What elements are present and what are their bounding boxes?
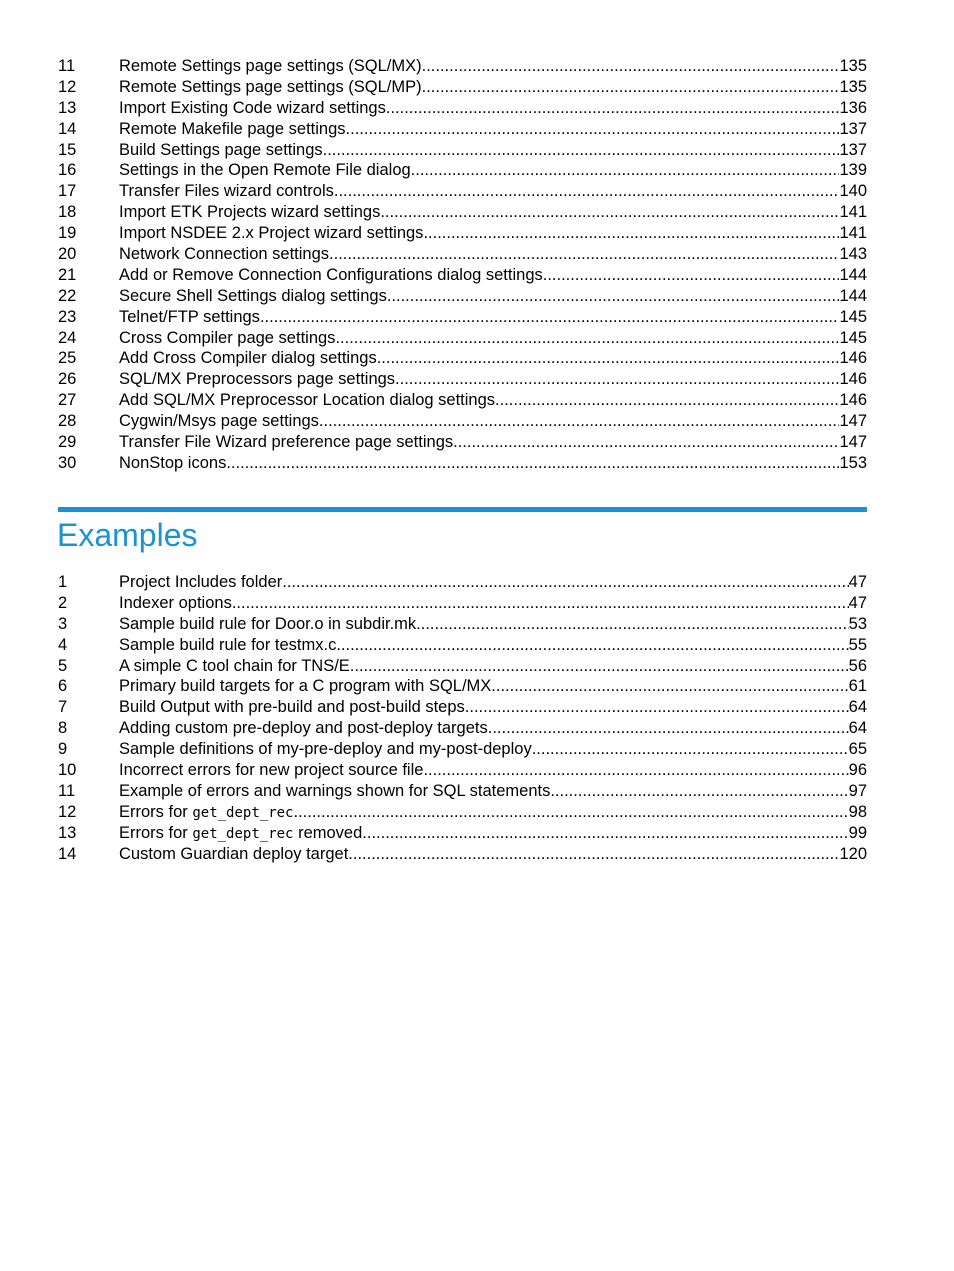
- entry-number: 11: [58, 781, 76, 800]
- toc-entry[interactable]: [58, 223, 867, 244]
- toc-entry[interactable]: [58, 572, 867, 593]
- dot-leader: [550, 781, 848, 802]
- entry-title: [119, 432, 453, 453]
- entry-number: 12: [58, 77, 77, 96]
- toc-entry[interactable]: [58, 760, 867, 781]
- toc-entry[interactable]: [58, 390, 867, 411]
- entry-title: [119, 390, 495, 411]
- dot-leader: [377, 348, 840, 369]
- toc-entry[interactable]: [58, 739, 867, 760]
- entry-title: [119, 614, 416, 635]
- dot-leader: [423, 223, 839, 244]
- entry-page-number: 137: [839, 140, 867, 159]
- entry-title-text: SQL/MX Preprocessors page settings: [119, 370, 396, 389]
- entry-page-number: 141: [839, 224, 867, 243]
- entry-title-text: Telnet/FTP settings: [119, 307, 260, 326]
- entry-title: [119, 328, 335, 349]
- toc-entry[interactable]: [58, 77, 867, 98]
- entry-number: 8: [58, 719, 68, 738]
- entry-page-number: 143: [839, 245, 867, 264]
- entry-title-text: Errors for: [119, 802, 193, 821]
- entry-title-text: Import ETK Projects wizard settings: [119, 203, 381, 222]
- dot-leader: [395, 369, 839, 390]
- dot-leader: [380, 202, 839, 223]
- dot-leader: [260, 307, 840, 328]
- entry-page-number: 136: [839, 98, 867, 117]
- entry-title-text: Cross Compiler page settings: [119, 328, 336, 347]
- toc-entry[interactable]: [58, 593, 867, 614]
- entry-number: 22: [58, 286, 77, 305]
- entry-title: [119, 823, 362, 845]
- entry-title: [119, 244, 329, 265]
- entry-page-number: 64: [848, 719, 867, 738]
- entry-title: [119, 265, 543, 286]
- toc-entry[interactable]: [58, 614, 867, 635]
- entry-title-text: Transfer Files wizard controls: [119, 182, 334, 201]
- dot-leader: [226, 453, 839, 474]
- entry-number: 3: [58, 614, 68, 633]
- entry-page-number: 47: [848, 573, 867, 591]
- entry-number: 23: [58, 307, 77, 326]
- entry-title-text: Add or Remove Connection Configurations dialog settings: [119, 265, 543, 284]
- entry-title-suffix: removed: [293, 823, 363, 842]
- entry-number: 14: [58, 844, 77, 863]
- toc-entry[interactable]: [58, 348, 867, 369]
- toc-entry[interactable]: [58, 781, 867, 802]
- entry-title-text: Build Output with pre-build and post-build steps: [119, 698, 465, 717]
- entry-title: [119, 844, 348, 865]
- entry-number: 10: [58, 761, 77, 780]
- dot-leader: [491, 676, 848, 697]
- entry-title: [119, 760, 423, 781]
- entry-number: 4: [58, 635, 68, 654]
- toc-entry[interactable]: [58, 181, 867, 202]
- entry-page-number: 61: [848, 677, 867, 696]
- entry-page-number: 145: [839, 307, 867, 326]
- entry-page-number: 120: [839, 844, 867, 863]
- dot-leader: [423, 760, 848, 781]
- dot-leader: [465, 697, 849, 718]
- entry-number: 30: [58, 453, 77, 472]
- entry-title: [119, 369, 395, 390]
- entry-title-text: NonStop icons: [119, 453, 227, 472]
- dot-leader: [532, 739, 849, 760]
- list-of-examples: [58, 572, 867, 864]
- list-of-tables: [58, 56, 867, 474]
- entry-title-text: Example of errors and warnings shown for SQL statements: [119, 781, 551, 800]
- entry-page-number: 147: [839, 433, 867, 452]
- entry-title: [119, 56, 422, 77]
- entry-title: [119, 119, 346, 140]
- entry-title-text: Cygwin/Msys page settings: [119, 412, 319, 431]
- toc-entry[interactable]: [58, 202, 867, 223]
- entry-code-identifier: get_dept_rec: [192, 804, 294, 821]
- entry-number: 25: [58, 349, 77, 368]
- entry-number: 14: [58, 119, 77, 138]
- entry-number: 17: [58, 182, 77, 201]
- entry-title: [119, 718, 488, 739]
- entry-title-text: Add Cross Compiler dialog settings: [119, 349, 377, 368]
- entry-number: 5: [58, 656, 68, 675]
- entry-title: [119, 739, 532, 760]
- toc-entry[interactable]: [58, 432, 867, 453]
- toc-entry[interactable]: [58, 119, 867, 140]
- entry-page-number: 135: [839, 77, 867, 96]
- entry-number: 12: [58, 802, 77, 821]
- examples-heading: Examples: [57, 517, 198, 553]
- entry-title: [119, 307, 260, 328]
- dot-leader: [387, 286, 840, 307]
- entry-title: [119, 140, 323, 161]
- toc-entry[interactable]: [58, 656, 867, 677]
- entry-title-text: Sample definitions of my-pre-deploy and my-post-deploy: [119, 740, 532, 759]
- toc-entry[interactable]: [58, 823, 867, 844]
- entry-number: 24: [58, 328, 77, 347]
- entry-title-text: Remote Settings page settings (SQL/MX): [119, 57, 422, 75]
- entry-page-number: 144: [839, 265, 867, 284]
- dot-leader: [386, 98, 840, 119]
- entry-title-text: Incorrect errors for new project source file: [119, 761, 424, 780]
- entry-title: [119, 656, 350, 677]
- entry-number: 11: [58, 57, 76, 75]
- dot-leader: [350, 656, 849, 677]
- entry-number: 26: [58, 370, 77, 389]
- dot-leader: [495, 390, 839, 411]
- dot-leader: [411, 160, 840, 181]
- dot-leader: [336, 635, 848, 656]
- dot-leader: [348, 844, 839, 865]
- entry-number: 27: [58, 391, 77, 410]
- toc-entry[interactable]: [58, 802, 867, 823]
- toc-entry[interactable]: [58, 328, 867, 349]
- entry-page-number: 135: [839, 57, 867, 75]
- toc-entry[interactable]: [58, 265, 867, 286]
- toc-entry[interactable]: [58, 140, 867, 161]
- entry-title-text: Primary build targets for a C program with SQL/MX: [119, 677, 492, 696]
- entry-title: [119, 202, 380, 223]
- toc-entry[interactable]: [58, 844, 867, 865]
- toc-entry[interactable]: [58, 307, 867, 328]
- entry-title: [119, 697, 465, 718]
- entry-code-identifier: get_dept_rec: [192, 825, 294, 842]
- dot-leader: [362, 823, 848, 844]
- entry-page-number: 98: [848, 802, 867, 821]
- dot-leader: [488, 718, 849, 739]
- dot-leader: [416, 614, 848, 635]
- dot-leader: [543, 265, 840, 286]
- entry-page-number: 146: [839, 391, 867, 410]
- dot-leader: [422, 56, 840, 77]
- entry-title: [119, 676, 491, 697]
- entry-title: [119, 593, 232, 614]
- toc-entry[interactable]: [58, 453, 867, 474]
- entry-number: 7: [58, 698, 68, 717]
- entry-number: 16: [58, 161, 77, 180]
- entry-title-text: Transfer File Wizard preference page settings: [119, 433, 454, 452]
- entry-page-number: 140: [839, 182, 867, 201]
- dot-leader: [335, 328, 839, 349]
- entry-page-number: 65: [848, 740, 867, 759]
- entry-number: 19: [58, 224, 77, 243]
- entry-title-text: Sample build rule for Door.o in subdir.mk: [119, 614, 417, 633]
- entry-page-number: 96: [848, 761, 867, 780]
- entry-page-number: 146: [839, 349, 867, 368]
- entry-title: [119, 181, 334, 202]
- dot-leader: [346, 119, 840, 140]
- entry-page-number: 53: [848, 614, 867, 633]
- entry-title-text: Network Connection settings: [119, 245, 330, 264]
- entry-page-number: 144: [839, 286, 867, 305]
- toc-entry[interactable]: [58, 411, 867, 432]
- toc-entry[interactable]: [58, 56, 867, 77]
- entry-title-text: Indexer options: [119, 593, 232, 612]
- entry-title: [119, 572, 282, 593]
- entry-page-number: 97: [848, 781, 867, 800]
- entry-title-text: Add SQL/MX Preprocessor Location dialog settings: [119, 391, 496, 410]
- entry-number: 28: [58, 412, 77, 431]
- entry-title: [119, 77, 422, 98]
- toc-entry[interactable]: [58, 718, 867, 739]
- entry-page-number: 137: [839, 119, 867, 138]
- entry-number: 6: [58, 677, 68, 696]
- entry-title: [119, 286, 387, 307]
- entry-page-number: 47: [848, 593, 867, 612]
- entry-title: [119, 453, 226, 474]
- entry-number: 13: [58, 98, 77, 117]
- entry-page-number: 147: [839, 412, 867, 431]
- entry-title: [119, 160, 411, 181]
- entry-number: 29: [58, 433, 77, 452]
- dot-leader: [453, 432, 839, 453]
- entry-title: [119, 781, 550, 802]
- toc-entry[interactable]: [58, 98, 867, 119]
- entry-title: [119, 98, 386, 119]
- entry-title: [119, 348, 377, 369]
- entry-number: 20: [58, 245, 77, 264]
- dot-leader: [319, 411, 840, 432]
- entry-title: [119, 802, 294, 824]
- entry-title-text: Secure Shell Settings dialog settings: [119, 286, 387, 305]
- entry-title: [119, 635, 336, 656]
- entry-number: 13: [58, 823, 77, 842]
- entry-page-number: 146: [839, 370, 867, 389]
- entry-page-number: 99: [848, 823, 867, 842]
- entry-page-number: 139: [839, 161, 867, 180]
- entry-page-number: 56: [848, 656, 867, 675]
- entry-page-number: 153: [839, 453, 867, 472]
- dot-leader: [294, 802, 849, 823]
- entry-title-text: Project Includes folder: [119, 573, 283, 591]
- entry-title: [119, 223, 423, 244]
- toc-entry[interactable]: [58, 697, 867, 718]
- entry-title-text: Custom Guardian deploy target: [119, 844, 349, 863]
- toc-entry[interactable]: [58, 369, 867, 390]
- toc-entry[interactable]: [58, 160, 867, 181]
- entry-title-text: Import Existing Code wizard settings: [119, 98, 386, 117]
- entry-number: 21: [58, 265, 77, 284]
- entry-number: 15: [58, 140, 77, 159]
- entry-page-number: 141: [839, 203, 867, 222]
- toc-entry[interactable]: [58, 286, 867, 307]
- entry-number: 18: [58, 203, 77, 222]
- dot-leader: [329, 244, 839, 265]
- entry-page-number: 64: [848, 698, 867, 717]
- entry-number: 2: [58, 593, 68, 612]
- entry-title-text: Remote Settings page settings (SQL/MP): [119, 77, 422, 96]
- dot-leader: [323, 140, 840, 161]
- entry-title-text: Remote Makefile page settings: [119, 119, 346, 138]
- entry-number: 1: [58, 573, 68, 591]
- entry-page-number: 145: [839, 328, 867, 347]
- entry-title-text: Build Settings page settings: [119, 140, 323, 159]
- entry-title-text: Errors for: [119, 823, 193, 842]
- entry-title-text: Import NSDEE 2.x Project wizard settings: [119, 224, 424, 243]
- toc-entry[interactable]: [58, 244, 867, 265]
- dot-leader: [422, 77, 840, 98]
- entry-title: [119, 411, 319, 432]
- entry-number: 9: [58, 740, 68, 759]
- dot-leader: [334, 181, 840, 202]
- entry-title-text: Settings in the Open Remote File dialog: [119, 161, 411, 180]
- entry-title-text: A simple C tool chain for TNS/E: [119, 656, 350, 675]
- entry-title-text: Adding custom pre-deploy and post-deploy targets: [119, 719, 488, 738]
- toc-entry[interactable]: [58, 635, 867, 656]
- dot-leader: [232, 593, 849, 614]
- dot-leader: [282, 572, 848, 593]
- entry-page-number: 55: [848, 635, 867, 654]
- toc-entry[interactable]: [58, 676, 867, 697]
- entry-title-text: Sample build rule for testmx.c: [119, 635, 337, 654]
